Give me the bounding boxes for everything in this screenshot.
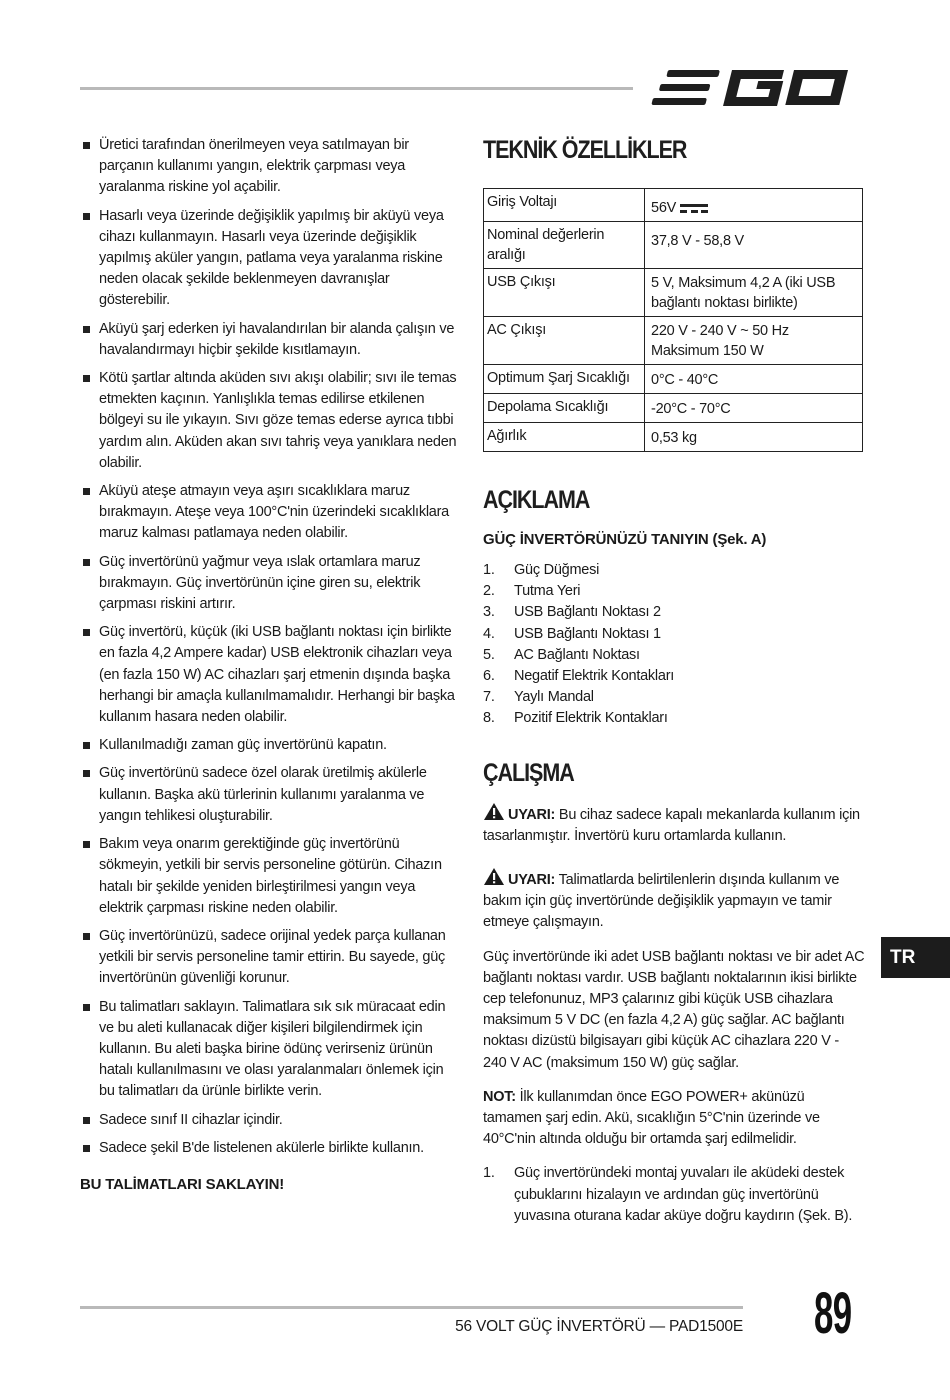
table-row xyxy=(484,394,863,423)
list-item: Güç invertörünüzü, sadece orijinal yedek parça kullanan yetkili bir servis personeline tamir ettirin. Bu sayede, güç invertörünün güvenliği korunur. xyxy=(80,926,462,990)
page-number: 89 xyxy=(814,1281,852,1346)
table-row xyxy=(484,189,863,222)
ego-logo xyxy=(650,62,862,114)
charging-note: NOT: İlk kullanımdan önce EGO POWER+ akünüzü tamamen şarj edin. Akü, sıcaklığın 5°C'nin üzerinde ve 40°C'nin altında olduğu bir ortamda şarj edilmelidir. xyxy=(483,1088,820,1148)
list-item: Güç invertörünü yağmur veya ıslak ortamlara maruz bırakmayın. Güç invertörünün içine giren su, elektrik çarpması riskini artırır. xyxy=(80,552,462,616)
list-item: Kötü şartlar altında aküden sıvı akışı olabilir; sıvı ile temas etmekten kaçının. Yanlışlıkla temas edilirse etkilenen bölgeyi su ile yıkayın. Sıvı göze temas ederse ayrıca tıbbi yardım alın. Aküden akan sıvı tahriş veya yanıklara neden olabilir. xyxy=(80,368,462,474)
spec-value: 0,53 kg xyxy=(645,423,863,452)
bullet-square-icon xyxy=(83,142,90,149)
language-tab: TR xyxy=(881,937,950,978)
list-item: Aküyü ateşe atmayın veya aşırı sıcaklıklara maruz bırakmayın. Ateşe veya 100°C'nin üzerindeki sıcaklıklara maruz kalması patlamaya neden olabilir. xyxy=(80,481,462,545)
bullet-square-icon xyxy=(83,629,90,636)
bullet-square-icon xyxy=(83,1145,90,1152)
list-item: Aküyü şarj ederken iyi havalandırılan bir alanda çalışın ve havalandırmayı hiçbir şekilde kısıtlamayın. xyxy=(80,319,462,361)
description-heading: AÇIKLAMA xyxy=(483,486,590,514)
spec-label: Giriş Voltajı xyxy=(484,189,645,222)
save-instructions-note: BU TALİMATLARI SAKLAYIN! xyxy=(80,1175,285,1193)
spec-value: 56V xyxy=(645,189,863,222)
parts-list xyxy=(483,560,865,730)
bullet-square-icon xyxy=(83,742,90,749)
list-item: Sadece şekil B'de listelenen akülerle birlikte kullanın. xyxy=(80,1138,462,1159)
bullet-square-icon xyxy=(83,933,90,940)
bullet-square-icon xyxy=(83,326,90,333)
bullet-square-icon xyxy=(83,770,90,777)
spec-label: AC Çıkışı xyxy=(484,317,645,365)
spec-value: 0°C - 40°C xyxy=(645,365,863,394)
list-item: 4. USB Bağlantı Noktası 1 xyxy=(483,625,661,642)
list-item: Bu talimatları saklayın. Talimatlara sık sık müracaat edin ve bu aleti kullanacak diğer kişileri bilgilendirmek için kullanın. Bu aleti başka birine ödünç verirseniz ürünün hatalı kullanılmasını ve olası yaralanmaları önlemek için bu talimatları da ürünle birlikte verin. xyxy=(80,997,462,1103)
bullet-square-icon xyxy=(83,559,90,566)
steps-list xyxy=(483,1163,865,1227)
warning-triangle-icon xyxy=(483,802,505,821)
ports-paragraph: Güç invertöründe iki adet USB bağlantı noktası ve bir adet AC bağlantı noktası vardır. USB bağlantı noktalarının ikisi birlikte cep telefonunuz, MP3 çalarınız gibi küçük USB cihazlara maksimum 5 V DC (en fazla 4,2 A) güç sağlar. AC bağlantı noktası dizüstü bilgisayarı gibi küçük AC cihazlara 220 V - 240 V AC (maksimum 150 W) güç sağlar. xyxy=(483,948,865,1071)
warning-modification: UYARI: Talimatlarda belirtilenlerin dışında kullanım ve bakım için güç invertöründe değişiklik yapmayın ve tamir etmeye çalışmayın. xyxy=(483,867,865,934)
bullet-square-icon xyxy=(83,213,90,220)
specs-heading: TEKNİK ÖZELLİKLER xyxy=(483,136,687,164)
bullet-square-icon xyxy=(83,1117,90,1124)
list-item: 8. Pozitif Elektrik Kontakları xyxy=(483,710,668,727)
list-item: Güç invertörü, küçük (iki USB bağlantı noktası için birlikte en fazla 4,2 Ampere kadar) USB elektronik cihazları veya (en fazla 150 W) AC cihazları şarj etmenin dışında başka herhangi bir amaçla kullanılmamalıdır. Herhangi bir başka kullanım hasara neden olabilir. xyxy=(80,622,462,728)
header-rule xyxy=(80,87,633,90)
footer-rule xyxy=(80,1306,743,1309)
list-item: Bakım veya onarım gerektiğinde güç invertörünü sökmeyin, yetkili bir servis personeline götürün. Cihazın hatalı bir şekilde yeniden birleştirilmesi yangın veya elektrik çarpması riskine neden olabilir. xyxy=(80,834,462,919)
list-item: 2. Tutma Yeri xyxy=(483,583,581,600)
list-item: 5. AC Bağlantı Noktası xyxy=(483,646,640,663)
spec-value: 37,8 V - 58,8 V xyxy=(645,222,863,269)
list-item: Sadece sınıf II cihazlar içindir. xyxy=(80,1110,462,1131)
safety-column xyxy=(80,135,462,1193)
direct-current-icon xyxy=(680,203,708,213)
spec-value: -20°C - 70°C xyxy=(645,394,863,423)
list-item: 6. Negatif Elektrik Kontakları xyxy=(483,668,675,685)
spec-label: Depolama Sıcaklığı xyxy=(484,394,645,423)
list-item: 1. Güç Düğmesi xyxy=(483,562,600,578)
list-item: 7. Yaylı Mandal xyxy=(483,689,594,706)
list-item: Hasarlı veya üzerinde değişiklik yapılmış bir aküyü veya cihazı kullanmayın. Hasarlı veya üzerinde değişiklik yapılmış aküler yangın, patlama veya yaralanma riskine neden olacak şekilde beklenmeyen davranışlar gösterebilir. xyxy=(80,206,462,312)
bullet-square-icon xyxy=(83,1004,90,1011)
spec-value: 220 V - 240 V ~ 50 Hz Maksimum 150 W xyxy=(645,317,863,365)
list-item: Üretici tarafından önerilmeyen veya satılmayan bir parçanın kullanımı yangın, elektrik çarpması veya yaralanma riskine yol açabilir. xyxy=(80,135,462,199)
bullet-square-icon xyxy=(83,841,90,848)
specs-table xyxy=(483,188,863,452)
parts-subheading: GÜÇ İNVERTÖRÜNÜZÜ TANIYIN (Şek. A) xyxy=(483,531,767,548)
spec-label: Ağırlık xyxy=(484,423,645,452)
table-row xyxy=(484,365,863,394)
list-item: Güç invertörünü sadece özel olarak üretilmiş akülerle kullanın. Başka akü türlerinin kullanımı yaralanma ve yangın tehlikesi oluşturabilir. xyxy=(80,763,462,827)
warning-triangle-icon xyxy=(483,867,505,886)
right-column xyxy=(483,135,865,1227)
safety-bullet-list xyxy=(80,135,462,1159)
footer-product-name: 56 VOLT GÜÇ İNVERTÖRÜ — PAD1500E xyxy=(455,1318,743,1335)
bullet-square-icon xyxy=(83,375,90,382)
table-row xyxy=(484,423,863,452)
bullet-square-icon xyxy=(83,488,90,495)
list-item: 3. USB Bağlantı Noktası 2 xyxy=(483,604,661,621)
table-row xyxy=(484,269,863,317)
list-item: 1. Güç invertöründeki montaj yuvaları ile aküdeki destek çubuklarını hizalayın ve ardından güç invertörünü yuvasına oturana kadar aküye doğru kaydırın (Şek. B). xyxy=(483,1165,853,1224)
spec-label: Optimum Şarj Sıcaklığı xyxy=(484,365,645,394)
spec-label: Nominal değerlerin aralığı xyxy=(484,222,645,269)
table-row xyxy=(484,222,863,269)
warning-indoor: UYARI: Bu cihaz sadece kapalı mekanlarda kullanım için tasarlanmıştır. İnvertörü kuru ortamlarda kullanın. xyxy=(483,802,865,847)
operation-heading: ÇALIŞMA xyxy=(483,758,574,787)
spec-label: USB Çıkışı xyxy=(484,269,645,317)
table-row xyxy=(484,317,863,365)
spec-value: 5 V, Maksimum 4,2 A (iki USB bağlantı noktası birlikte) xyxy=(645,269,863,317)
list-item: Kullanılmadığı zaman güç invertörünü kapatın. xyxy=(80,735,462,756)
